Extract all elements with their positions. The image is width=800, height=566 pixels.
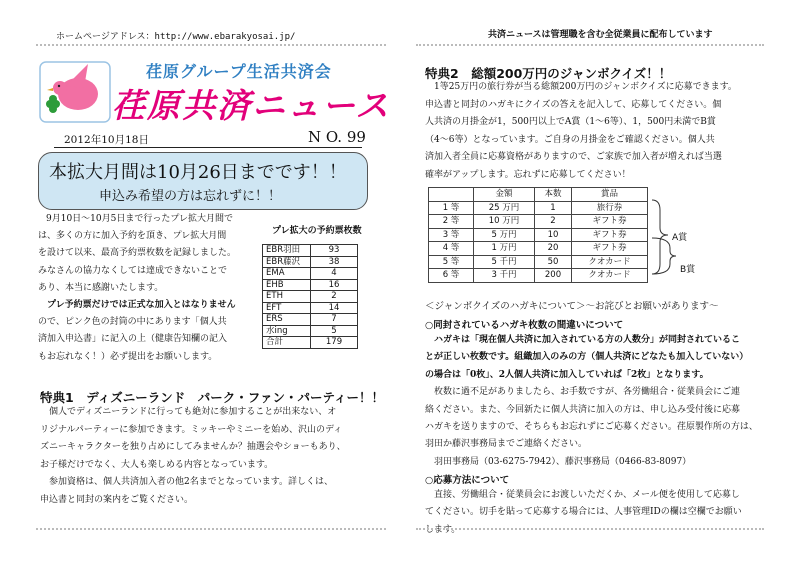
quantity-cell: 1 xyxy=(535,201,572,215)
table-row xyxy=(263,302,358,314)
b-prize-label: B賞 xyxy=(680,265,696,275)
intro-line: プレ予約票だけでは正式な加入とはなりません xyxy=(38,300,236,311)
count-cell: 93 xyxy=(311,245,358,257)
intro-line: 9月10日～10月5日まで行ったプレ拡大月間で xyxy=(46,214,233,224)
apology-line: ハガキを送りますので、そちらもお忘れずにご応募ください。荏原製作所の方は、 xyxy=(425,422,758,433)
apology-sub1: ○同封されているハガキ枚数の間違いについて xyxy=(425,320,624,331)
perk1-body xyxy=(40,404,380,510)
table-row xyxy=(429,255,648,269)
apology-line: 絡ください。また、今回新たに個人共済に加入の方は、申し込み受付後に応募 xyxy=(425,404,741,415)
rank-cell: 6 等 xyxy=(429,269,474,283)
perk2-line: 申込書と同封のハガキにクイズの答えを記入して、応募してください。個 xyxy=(425,99,722,110)
rank-cell: 2 等 xyxy=(429,215,474,229)
homepage-address: ホームページアドレス：http://www.ebarakyosai.jp/ xyxy=(56,32,296,42)
site-cell: EMA xyxy=(263,268,311,280)
apology-line: の場合は「0枚」、2人個人共済に加入していれば「2枚」となります。 xyxy=(425,369,709,380)
deadline-banner xyxy=(38,152,368,210)
table-row xyxy=(429,215,648,229)
amount-cell: 1 万円 xyxy=(474,242,535,256)
apology-line: ハガキは「現在個人共済に加入されている方の人数分」が同封されているこ xyxy=(425,335,741,345)
intro-line: ので、ピンク色の封筒の中にあります「個人共 xyxy=(38,317,227,328)
item-cell: ギフト券 xyxy=(572,242,648,256)
table-row xyxy=(429,228,648,242)
item-cell: 旅行券 xyxy=(572,201,648,215)
issue-number: N O. 99 xyxy=(308,128,366,146)
perk1-line: お子様だけでなく、大人も楽しめる内容となっています。 xyxy=(40,459,274,470)
header-cell: 金額 xyxy=(474,188,535,202)
quantity-cell: 50 xyxy=(535,255,572,269)
quantity-cell: 20 xyxy=(535,242,572,256)
table-row xyxy=(429,201,648,215)
masthead-rule xyxy=(54,147,362,148)
table-row xyxy=(263,325,358,337)
quantity-cell: 2 xyxy=(535,215,572,229)
intro-line: あり、本当に感謝いたします。 xyxy=(38,282,164,293)
table-row xyxy=(429,242,648,256)
perk2-line: 確率がアップします。忘れずに応募してください！ xyxy=(425,169,631,180)
table-row xyxy=(263,268,358,280)
perk2-line: 1等25万円の旅行券が当る総額200万円のジャンボクイズに応募できます。 xyxy=(425,82,737,92)
a-prize-label: A賞 xyxy=(672,233,688,243)
votes-title: プレ拡大の予約票枚数 xyxy=(272,226,362,236)
bottom-rule-right xyxy=(416,528,764,530)
count-cell: 16 xyxy=(311,279,358,291)
count-cell: 2 xyxy=(311,291,358,303)
banner-deadline: 本拡大月間は10月26日までです！！ xyxy=(49,162,347,183)
site-cell: ERS xyxy=(263,314,311,326)
perk1-line: 参加資格は、個人共済加入者の他2名までとなっています。詳しくは、 xyxy=(40,477,334,488)
intro-line: 済加入申込書」に記入の上（健康告知欄の記入 xyxy=(38,334,228,345)
table-row xyxy=(263,314,358,326)
amount-cell: 10 万円 xyxy=(474,215,535,229)
rank-cell: 3 等 xyxy=(429,228,474,242)
apology-line: します。 xyxy=(425,524,461,535)
org-name: 荏原グループ生活共済会 xyxy=(146,62,332,81)
apology-line: てください。切手を貼って応募する場合には、人事管理IDの欄は空欄でお願い xyxy=(425,507,742,518)
bottom-rule-left xyxy=(36,528,386,530)
amount-cell: 25 万円 xyxy=(474,201,535,215)
perk2-line: 済加入者全員に応募資格がありますので、ご家族で加入者が増えれば当選 xyxy=(425,152,722,163)
top-rule-left xyxy=(36,44,386,46)
count-cell: 7 xyxy=(311,314,358,326)
intro-line: もお忘れなく！）必ず提出をお願いします。 xyxy=(38,351,218,362)
perk1-line: 申込書と同封の案内をご覧ください。 xyxy=(40,494,194,505)
apology-line: 羽田か藤沢事務局までご連絡ください。 xyxy=(425,439,588,450)
masthead-logo xyxy=(38,58,112,124)
intro-line: を設けて以来、最高予約票枚数を記録しました。 xyxy=(38,248,237,259)
amount-cell: 5 千円 xyxy=(474,255,535,269)
perk1-line: リジナルパーティーに参加できます。ミッキーやミニーを始め、沢山のディ xyxy=(40,424,343,435)
prize-table xyxy=(428,187,648,283)
perk2-line: 人共済の月掛金が1，500円以上でA賞（1～6等）、1，500円未満でB賞 xyxy=(425,117,716,128)
distribution-notice: 共済ニュースは管理職を含む全従業員に配布しています xyxy=(488,30,713,40)
amount-cell: 5 万円 xyxy=(474,228,535,242)
quantity-cell: 200 xyxy=(535,269,572,283)
issue-date: 2012年10月18日 xyxy=(64,134,149,146)
apology-title: ＜ジャンボクイズのハガキについて＞～お詫びとお願いがあります～ xyxy=(425,301,719,312)
site-cell: ETH xyxy=(263,291,311,303)
reservation-table xyxy=(262,244,358,349)
site-cell: EFT xyxy=(263,302,311,314)
intro-line: みなさんの協力なくしては達成できないことで xyxy=(38,265,228,276)
perk1-line: 個人でディズニーランドに行っても絶対に参加することが出来ない、オ xyxy=(40,407,337,417)
perk2-line: （4～6等）となっています。ご自身の月掛金をご確認ください。個人共 xyxy=(425,134,715,145)
item-cell: ギフト券 xyxy=(572,215,648,229)
count-cell: 179 xyxy=(311,337,358,349)
count-cell: 4 xyxy=(311,268,358,280)
apology-line: 羽田事務局（03-6275-7942）、藤沢事務局（0466-83-8097） xyxy=(425,456,692,467)
count-cell: 38 xyxy=(311,256,358,268)
amount-cell: 3 千円 xyxy=(474,269,535,283)
site-cell: 水ing xyxy=(263,325,311,337)
table-row xyxy=(263,256,358,268)
site-cell: 合計 xyxy=(263,337,311,349)
header-cell: 賞品 xyxy=(572,188,648,202)
rank-cell: 1 等 xyxy=(429,201,474,215)
apology-body2 xyxy=(425,487,765,539)
site-cell: EBR羽田 xyxy=(263,245,311,257)
apology-line: とが正しい枚数です。組織加入のみの方（個人共済にどなたも加入していない） xyxy=(425,352,749,363)
apology-line: 直接、労働組合・従業員会にお渡しいただくか、メール便を使用して応募し xyxy=(425,490,740,500)
apology-body1 xyxy=(425,332,765,471)
perk2-heading: 特典2 総額200万円のジャンボクイズ！！ xyxy=(425,66,672,81)
table-row xyxy=(263,337,358,349)
perk1-heading: 特典1 ディズニーランド パーク・ファン・パーティー！！ xyxy=(40,390,384,405)
rank-cell: 4 等 xyxy=(429,242,474,256)
perk2-body xyxy=(425,79,765,185)
apology-line: 枚数に過不足がありましたら、お手数ですが、各労働組合・従業員会にご連 xyxy=(425,387,741,398)
table-row xyxy=(429,269,648,283)
newsletter-title: 荏原共済ニュース xyxy=(112,86,391,125)
site-cell: EHB xyxy=(263,279,311,291)
item-cell: クオカード xyxy=(572,255,648,269)
rank-cell: 5 等 xyxy=(429,255,474,269)
item-cell: ギフト券 xyxy=(572,228,648,242)
top-rule-right xyxy=(416,44,764,46)
item-cell: クオカード xyxy=(572,269,648,283)
intro-paragraph xyxy=(38,211,264,366)
table-row xyxy=(263,279,358,291)
table-row xyxy=(429,188,648,202)
header-cell: 本数 xyxy=(535,188,572,202)
count-cell: 14 xyxy=(311,302,358,314)
quantity-cell: 10 xyxy=(535,228,572,242)
table-row xyxy=(263,245,358,257)
intro-line: は、多くの方に加入予約を頂き、プレ拡大月間 xyxy=(38,231,227,242)
site-cell: EBR藤沢 xyxy=(263,256,311,268)
perk1-line: ズニーキャラクターを独り占めにしてみませんか？抽選会やショーもあり、 xyxy=(40,442,346,453)
table-row xyxy=(263,291,358,303)
header-cell xyxy=(429,188,474,202)
banner-reminder: 申込み希望の方は忘れずに！！ xyxy=(99,189,282,204)
count-cell: 5 xyxy=(311,325,358,337)
apology-sub2: ○応募方法について xyxy=(425,475,510,486)
